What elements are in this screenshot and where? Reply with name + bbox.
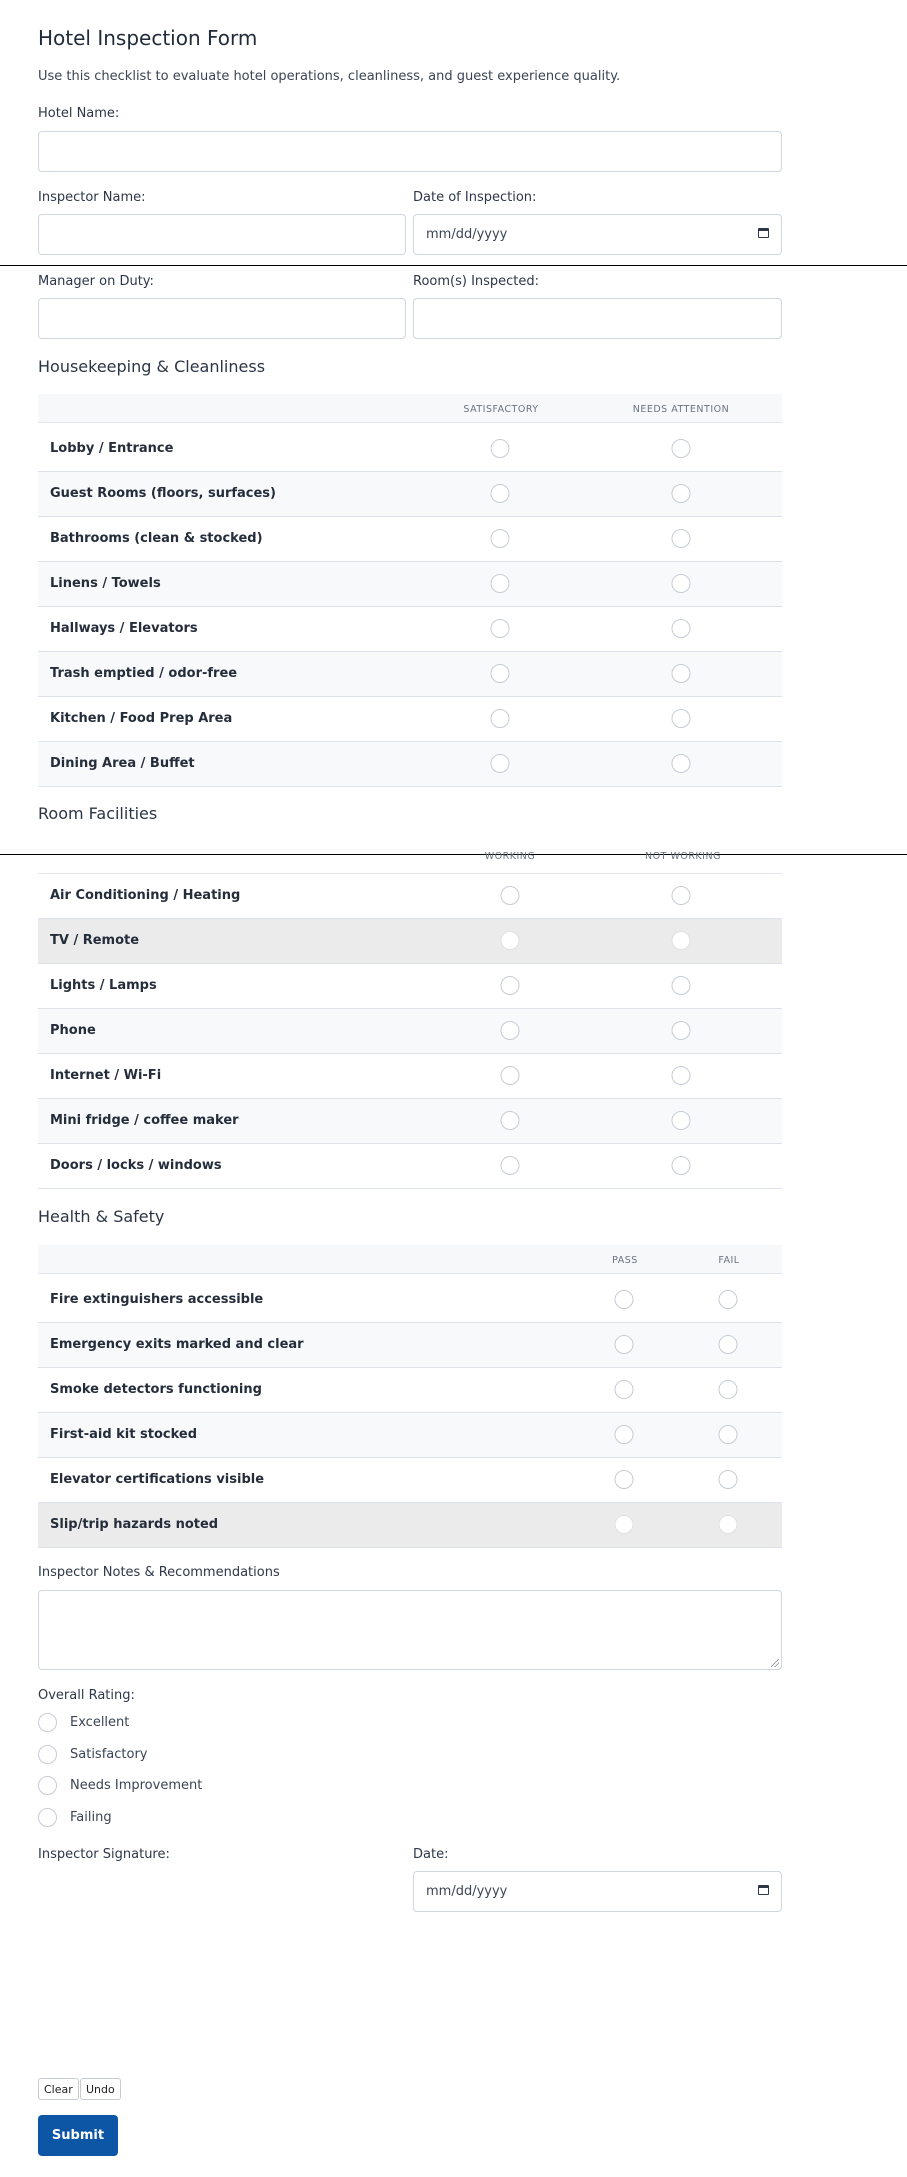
signature-label: Inspector Signature: [38,1847,170,1862]
notes-textarea[interactable] [38,1590,782,1670]
radio-positive[interactable] [501,1066,520,1085]
col-not-working: NOT WORKING [645,851,721,862]
table-row [38,652,782,697]
table-row [38,874,782,919]
table-row [38,697,782,742]
row-label: Emergency exits marked and clear [50,1337,304,1352]
table-row [38,1009,782,1054]
radio-positive[interactable] [615,1515,634,1534]
signature-date-label: Date: [413,1847,449,1862]
row-label: First-aid kit stocked [50,1427,198,1442]
radio-negative[interactable] [719,1515,738,1534]
radio-positive[interactable] [491,574,510,593]
table-row [38,562,782,607]
safety-title: Health & Safety [38,1207,165,1226]
housekeeping-title: Housekeeping & Cleanliness [38,357,266,376]
row-label: Trash emptied / odor-free [50,666,238,681]
submit-button[interactable]: Submit [38,2115,118,2156]
radio-positive[interactable] [501,931,520,950]
signature-date-input[interactable] [413,1871,782,1912]
calendar-icon[interactable] [758,228,769,238]
radio-negative[interactable] [672,1066,691,1085]
rating-option-label: Excellent [70,1715,130,1730]
table-row [38,1278,782,1323]
table-row [38,964,782,1009]
table-row [38,1458,782,1503]
table-row [38,1099,782,1144]
radio-negative[interactable] [672,709,691,728]
notes-label: Inspector Notes & Recommendations [38,1565,280,1580]
radio-positive[interactable] [501,886,520,905]
radio-negative[interactable] [719,1470,738,1489]
row-label: Smoke detectors functioning [50,1382,262,1397]
inspector-name-label: Inspector Name: [38,190,146,205]
radio-positive[interactable] [615,1380,634,1399]
radio[interactable] [38,1745,57,1764]
radio-positive[interactable] [491,439,510,458]
radio-positive[interactable] [501,976,520,995]
col-pass: PASS [612,1255,638,1266]
col-fail: FAIL [718,1255,740,1266]
row-label: Doors / locks / windows [50,1158,222,1173]
table-header [38,394,782,423]
radio-positive[interactable] [615,1425,634,1444]
radio-negative[interactable] [672,619,691,638]
table-row [38,919,782,964]
row-label: Lights / Lamps [50,978,157,993]
row-label: Internet / Wi-Fi [50,1068,162,1083]
rooms-label: Room(s) Inspected: [413,274,540,289]
row-label: Elevator certifications visible [50,1472,265,1487]
row-label: TV / Remote [50,933,140,948]
table-header [38,849,782,874]
radio-positive[interactable] [491,664,510,683]
radio-negative[interactable] [719,1290,738,1309]
table-row [38,427,782,472]
radio-negative[interactable] [672,664,691,683]
row-label: Mini fridge / coffee maker [50,1113,239,1128]
inspector-name-input[interactable] [38,214,406,255]
row-label: Fire extinguishers accessible [50,1292,264,1307]
table-row [38,607,782,652]
date-placeholder: mm/dd/yyyy [426,227,508,242]
date-placeholder: mm/dd/yyyy [426,1884,508,1899]
radio-positive[interactable] [491,619,510,638]
page-break-line [0,265,907,266]
date-of-inspection-input[interactable] [413,214,782,255]
clear-signature-button[interactable]: Clear [38,2078,79,2100]
radio-positive[interactable] [615,1290,634,1309]
row-label: Dining Area / Buffet [50,756,195,771]
radio-positive[interactable] [491,484,510,503]
col-needs-attention: NEEDS ATTENTION [632,404,730,415]
radio-positive[interactable] [501,1021,520,1040]
radio-negative[interactable] [672,439,691,458]
radio-positive[interactable] [615,1335,634,1354]
hotel-name-label: Hotel Name: [38,106,120,121]
row-label: Linens / Towels [50,576,161,591]
radio-negative[interactable] [672,484,691,503]
hotel-name-input[interactable] [38,131,782,172]
radio-positive[interactable] [491,754,510,773]
date-of-inspection-label: Date of Inspection: [413,190,537,205]
manager-label: Manager on Duty: [38,274,154,289]
undo-signature-button[interactable]: Undo [80,2078,121,2100]
radio-positive[interactable] [501,1111,520,1130]
rooms-input[interactable] [413,298,782,339]
radio-negative[interactable] [672,1156,691,1175]
radio-negative[interactable] [672,754,691,773]
page-title: Hotel Inspection Form [38,26,258,50]
table-row [38,1144,782,1189]
table-row [38,472,782,517]
radio-negative[interactable] [672,1111,691,1130]
col-working: WORKING [484,851,536,862]
table-row [38,1323,782,1368]
resize-handle-icon[interactable] [771,1659,779,1667]
signature-pad[interactable] [38,1900,398,2080]
radio[interactable] [38,1776,57,1795]
rating-option-label: Needs Improvement [70,1778,203,1793]
row-label: Bathrooms (clean & stocked) [50,531,263,546]
calendar-icon[interactable] [758,1885,769,1895]
radio-positive[interactable] [615,1470,634,1489]
table-row [38,1413,782,1458]
radio-negative[interactable] [672,976,691,995]
radio-negative[interactable] [672,1021,691,1040]
row-label: Lobby / Entrance [50,441,174,456]
radio-negative[interactable] [672,574,691,593]
table-row [38,742,782,787]
radio-negative[interactable] [719,1380,738,1399]
rating-option-label: Failing [70,1810,112,1825]
radio[interactable] [38,1808,57,1827]
row-label: Slip/trip hazards noted [50,1517,219,1532]
radio-negative[interactable] [672,886,691,905]
row-label: Guest Rooms (floors, surfaces) [50,486,276,501]
facilities-title: Room Facilities [38,804,158,823]
radio-positive[interactable] [501,1156,520,1175]
form-subtitle: Use this checklist to evaluate hotel operations, cleanliness, and guest experience quality. [38,69,621,84]
radio-positive[interactable] [491,709,510,728]
row-label: Phone [50,1023,96,1038]
radio-negative[interactable] [672,931,691,950]
radio-negative[interactable] [672,529,691,548]
col-satisfactory: SATISFACTORY [463,404,539,415]
radio-negative[interactable] [719,1335,738,1354]
rating-label: Overall Rating: [38,1688,135,1703]
rating-option-label: Satisfactory [70,1747,148,1762]
radio[interactable] [38,1713,57,1732]
radio-positive[interactable] [491,529,510,548]
manager-input[interactable] [38,298,406,339]
table-header [38,1245,782,1274]
row-label: Air Conditioning / Heating [50,888,241,903]
row-label: Kitchen / Food Prep Area [50,711,233,726]
table-row [38,1054,782,1099]
table-row [38,1368,782,1413]
row-label: Hallways / Elevators [50,621,198,636]
table-row [38,1503,782,1548]
table-row [38,517,782,562]
radio-negative[interactable] [719,1425,738,1444]
